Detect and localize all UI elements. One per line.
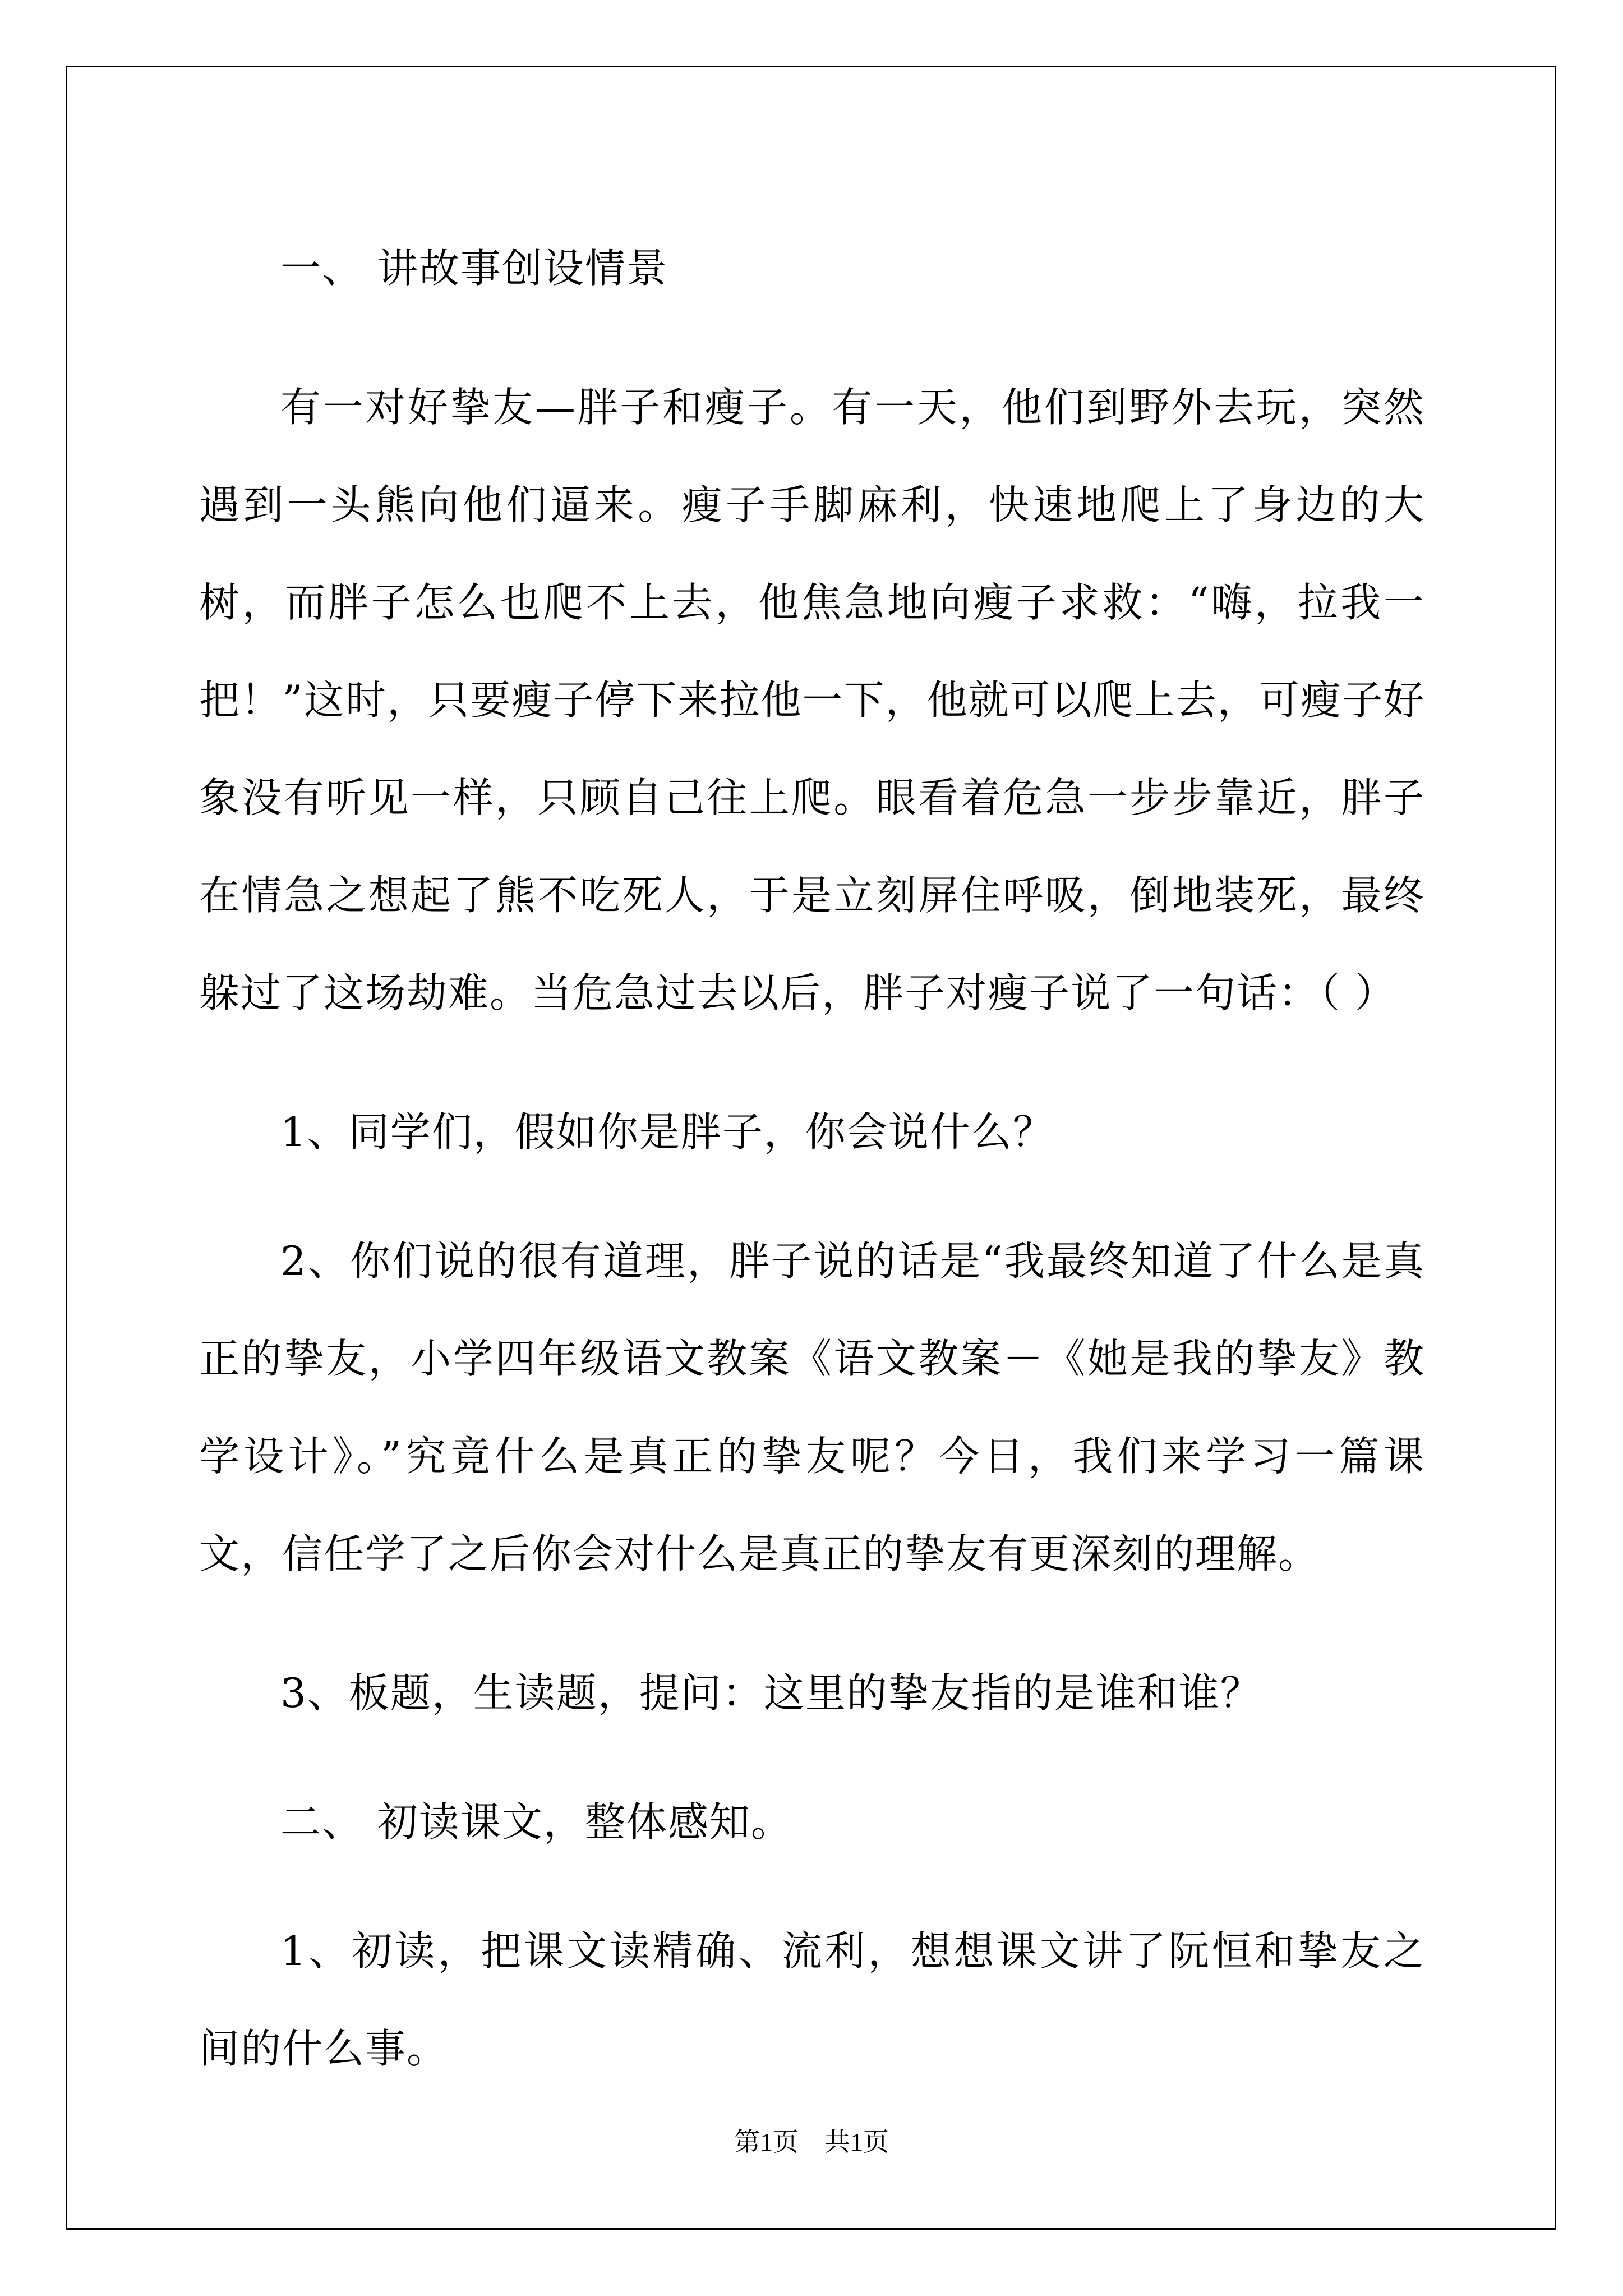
question-3: 3、板题，生读题，提问：这里的挚友指的是谁和谁？: [280, 1669, 1262, 1717]
section-heading-2: 二、 初读课文，整体感知。: [280, 1798, 792, 1846]
page-footer: 第1页 共1页: [734, 2128, 889, 2156]
reading-task-1: 1、初读，把课文读精确、流利，想想课文讲了阮恒和挚友之间的什么事。: [199, 1927, 1425, 2072]
question-2: 2、你们说的很有道理，胖子说的话是“我最终知道了什么是真正的挚友，小学四年级语文教案《语文教案－《她是我的挚友》教学设计》。”究竟什么是真正的挚友呢？今日，我们来学习一篇课文，信任学了之后你会对什么是真正的挚友有更深刻的理解。: [199, 1237, 1425, 1577]
document-body: [199, 219, 1425, 2139]
section-heading-1: 一、 讲故事创设情景: [280, 245, 668, 292]
story-paragraph: 有一对好挚友—胖子和瘦子。有一天，他们到野外去玩，突然遇到一头熊向他们逼来。瘦子手脚麻利，快速地爬上了身边的大树，而胖子怎么也爬不上去，他焦急地向瘦子求救：“嗨，拉我一把！”这时，只要瘦子停下来拉他一下，他就可以爬上去，可瘦子好象没有听见一样，只顾自己往上爬。眼看着危急一步步靠近，胖子在情急之想起了熊不吃死人，于是立刻屏住呼吸，倒地装死，最终躲过了这场劫难。当危急过去以后，胖子对瘦子说了一句话：（ ）: [199, 384, 1425, 1016]
question-1: 1、同学们，假如你是胖子，你会说什么？: [280, 1108, 1054, 1156]
